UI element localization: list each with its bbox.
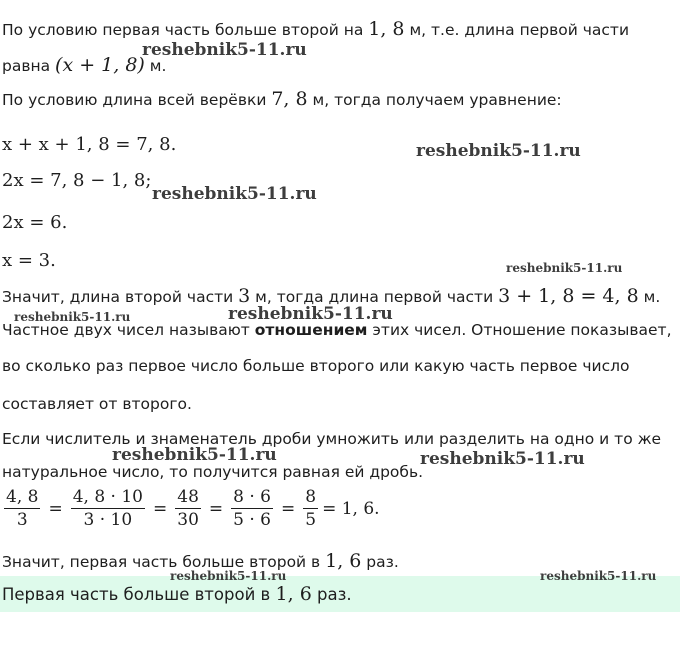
watermark: reshebnik5-11.ru — [142, 40, 307, 60]
text: м, т.е. длина первой части — [404, 21, 630, 39]
numerator: 8 — [305, 487, 317, 507]
math: 1, 8 — [368, 18, 405, 40]
text: По условию первая часть больше второй на — [2, 21, 369, 39]
fraction-chain — [2, 487, 380, 530]
text: равна — [2, 57, 56, 75]
numerator: 48 — [177, 487, 199, 507]
numerator: 8 · 6 — [233, 487, 271, 507]
math: 1, 6 — [275, 583, 312, 605]
text: Значит, длина второй части — [2, 288, 239, 306]
equation-4: x = 3. — [2, 250, 56, 271]
watermark: reshebnik5-11.ru — [152, 184, 317, 204]
text-line-1 — [2, 18, 629, 40]
watermark: reshebnik5-11.ru — [14, 310, 131, 324]
watermark: reshebnik5-11.ru — [170, 569, 287, 583]
equals-sign: = — [153, 498, 168, 519]
definition-line-2: во сколько раз первое число больше второго или какую часть первое число — [2, 357, 630, 375]
fraction — [303, 487, 318, 530]
text: По условию длина всей верёвки — [2, 91, 272, 109]
denominator: 3 — [16, 510, 28, 530]
fraction — [231, 487, 273, 530]
math: 1, 6 — [325, 550, 362, 572]
fraction — [71, 487, 145, 530]
watermark: reshebnik5-11.ru — [420, 449, 585, 469]
fraction — [175, 487, 201, 530]
definition-line-3: составляет от второго. — [2, 395, 192, 413]
denominator: 5 · 6 — [233, 510, 271, 530]
rule-line-2: натуральное число, то получится равная ей дробь. — [2, 463, 424, 481]
result: = 1, 6. — [322, 498, 380, 519]
text-line-3 — [2, 88, 562, 110]
fraction — [4, 487, 40, 530]
denominator: 3 · 10 — [83, 510, 133, 530]
watermark: reshebnik5-11.ru — [228, 304, 393, 324]
watermark: reshebnik5-11.ru — [540, 569, 657, 583]
text: раз. — [361, 553, 399, 571]
equation-3: 2x = 6. — [2, 212, 68, 233]
text: м, тогда длина первой части — [250, 288, 499, 306]
watermark: reshebnik5-11.ru — [506, 261, 623, 275]
denominator: 30 — [177, 510, 199, 530]
text: этих чисел. Отношение показывает, — [367, 321, 672, 339]
text: м, тогда получаем уравнение: — [307, 91, 562, 109]
text-line-2 — [2, 54, 166, 76]
math: 3 + 1, 8 = 4, 8 — [498, 285, 639, 307]
term-bold: отношением — [254, 321, 368, 339]
text: м. — [638, 288, 661, 306]
equals-sign: = — [280, 498, 296, 519]
math: (x + 1, 8) — [55, 54, 145, 76]
math: 7, 8 — [271, 88, 308, 110]
numerator: 4, 8 · 10 — [72, 487, 143, 507]
math: 3 — [238, 285, 251, 307]
text: Частное двух чисел называют — [2, 321, 255, 339]
watermark: reshebnik5-11.ru — [112, 445, 277, 465]
watermark: reshebnik5-11.ru — [416, 141, 581, 161]
text: раз. — [311, 585, 352, 604]
equals-sign: = — [208, 498, 224, 519]
text: м. — [144, 57, 167, 75]
equation-2: 2x = 7, 8 − 1, 8; — [2, 170, 152, 191]
denominator: 5 — [305, 510, 317, 530]
equals-sign: = — [48, 498, 63, 519]
rule-line-1: Если числитель и знаменатель дроби умножить или разделить на одно и то же — [2, 430, 662, 448]
equation-1: x + x + 1, 8 = 7, 8. — [2, 134, 177, 155]
text: Значит, первая часть больше второй в — [2, 553, 326, 571]
text: Первая часть больше второй в — [2, 585, 276, 604]
numerator: 4, 8 — [6, 487, 39, 507]
answer-text — [2, 583, 352, 605]
definition-line-1 — [2, 321, 672, 339]
